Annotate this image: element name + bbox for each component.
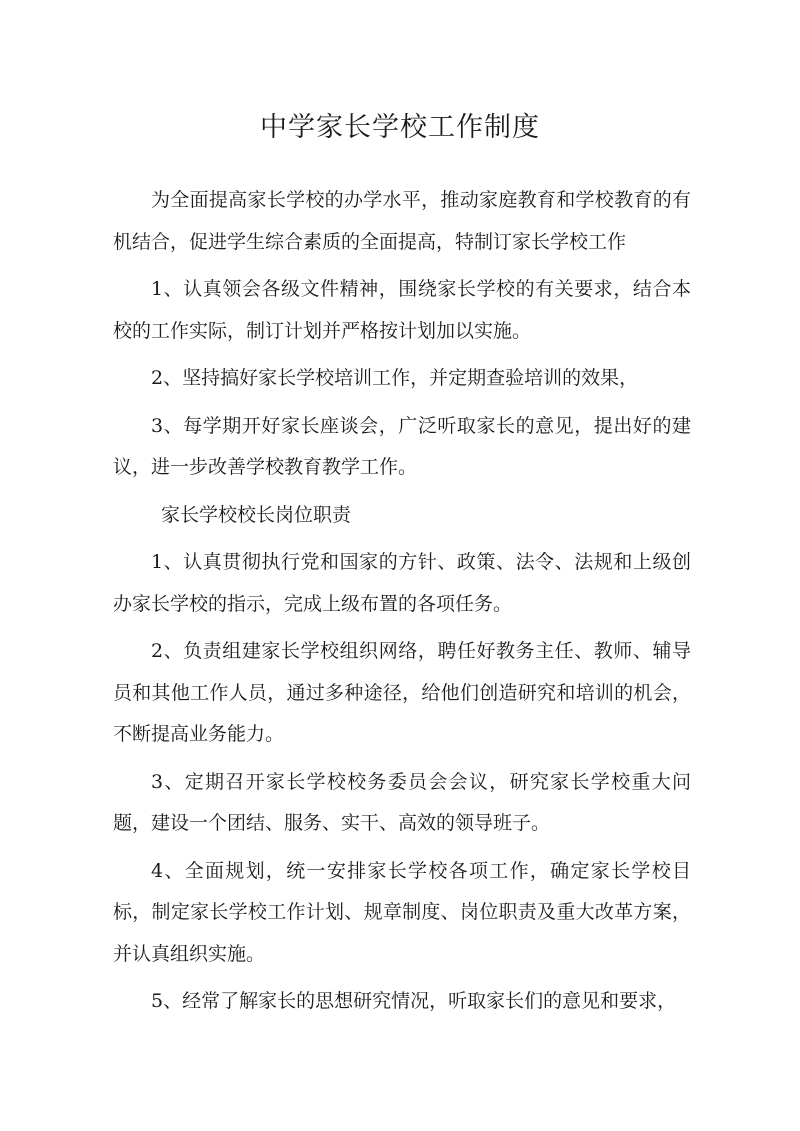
section-heading-principal-duties: 家长学校校长岗位职责	[161, 503, 352, 526]
document-body	[113, 180, 691, 1029]
document-title: 中学家长学校工作制度	[260, 112, 540, 143]
rule-paragraph-2: 2、坚持搞好家长学校培训工作，并定期查验培训的效果，	[151, 367, 639, 389]
duty-paragraph-1: 1、认真贯彻执行党和国家的方针、政策、法令、法规和上级创办家长学校的指示，完成上级布置的各项任务。	[113, 551, 691, 615]
duty-paragraph-2: 2、负责组建家长学校组织网络，聘任好教务主任、教师、辅导员和其他工作人员，通过多种途径，给他们创造研究和培训的机会，不断提高业务能力。	[113, 640, 691, 745]
duty-paragraph-4: 4、全面规划，统一安排家长学校各项工作，确定家长学校目标，制定家长学校工作计划、规章制度、岗位职责及重大改革方案，并认真组织实施。	[113, 859, 691, 965]
intro-paragraph: 为全面提高家长学校的办学水平，推动家庭教育和学校教育的有机结合，促进学生综合素质的全面提高，特制订家长学校工作	[113, 189, 691, 253]
rule-paragraph-3: 3、每学期开好家长座谈会，广泛听取家长的意见，提出好的建议，进一步改善学校教育教学工作。	[113, 414, 691, 478]
duty-paragraph-5: 5、经常了解家长的思想研究情况，听取家长们的意见和要求，	[151, 990, 677, 1012]
rule-paragraph-1: 1、认真领会各级文件精神，围绕家长学校的有关要求，结合本校的工作实际，制订计划并严格按计划加以实施。	[113, 278, 691, 342]
duty-paragraph-3: 3、定期召开家长学校校务委员会会议，研究家长学校重大问题，建设一个团结、服务、实干、高效的领导班子。	[113, 770, 691, 834]
